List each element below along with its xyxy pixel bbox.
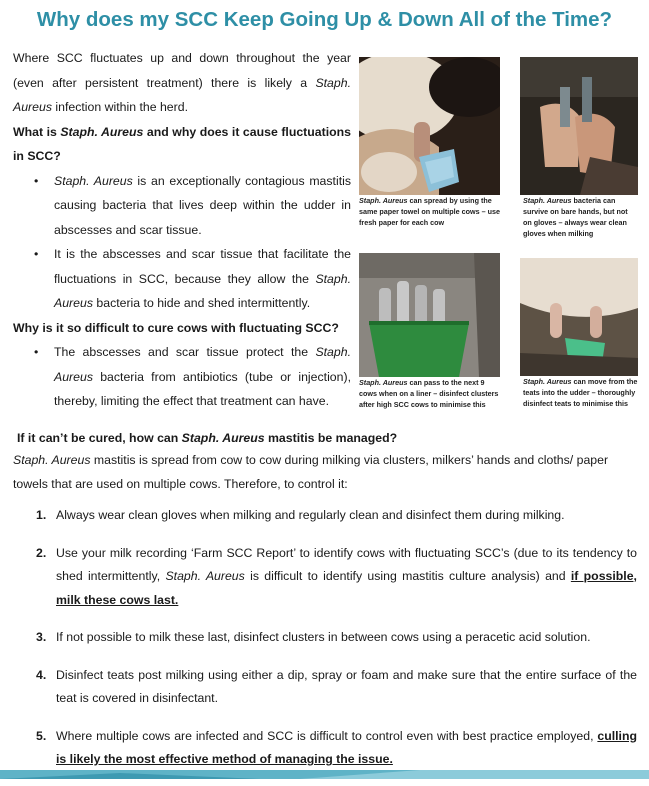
q3-text: If it can’t be cured, how can — [17, 431, 182, 445]
bullet-icon: • — [34, 247, 39, 261]
step-5 — [13, 725, 637, 772]
photo-paper-towel — [359, 57, 500, 195]
step-number: 2. — [36, 545, 47, 560]
step-number: 5. — [36, 728, 47, 743]
step-3-text: If not possible to milk these last, disinfect clusters in between cows using a peracetic acid solution. — [56, 630, 591, 644]
step-1 — [13, 504, 637, 528]
caption-1-emphasis: Staph. Aureus — [359, 196, 408, 205]
question-what-is — [13, 120, 351, 169]
q1-bullet-1-emphasis: Staph. Aureus — [54, 173, 133, 188]
question-why-difficult: Why is it so difficult to cure cows with fluctuating SCC? — [13, 320, 339, 335]
photo-clusters — [359, 253, 500, 377]
caption-teat-disinfect — [523, 376, 638, 424]
photo-bare-hands — [520, 57, 638, 195]
caption-clusters — [359, 377, 500, 425]
q1-bullet-2 — [13, 242, 351, 316]
q2-bullet-1 — [13, 340, 351, 414]
step-2-text-mid: is difficult to identify using mastitis culture analysis) and — [244, 569, 571, 583]
q1-bullet-1-text: is an exceptionally contagious mastitis causing bacteria that lives deep within the udder in abscesses and scar tissue. — [54, 173, 351, 237]
intro-paragraph — [13, 46, 351, 120]
photo-paper-towel-illustration — [359, 57, 500, 195]
q2-bullet-list — [13, 340, 351, 414]
page-title: Why does my SCC Keep Going Up & Down All of the Time? — [36, 8, 613, 31]
q3-emphasis: Staph. Aureus — [181, 431, 265, 445]
control-intro — [13, 449, 637, 496]
q2-bullet-1-emphasis: Staph. Aureus — [54, 345, 351, 384]
step-4 — [13, 664, 637, 711]
caption-paper-towel — [359, 195, 500, 243]
control-steps — [13, 504, 637, 772]
q2-bullet-1-text: The abscesses and scar tissue protect the — [54, 345, 316, 359]
step-3 — [13, 626, 637, 650]
q2-bullet-1-text-end: bacteria from antibiotics (tube or injection), thereby, limiting the effect that treatment can have. — [54, 369, 351, 408]
caption-1-text: can spread by using the same paper towel on multiple cows – use fresh paper for each cow — [359, 196, 500, 227]
step-2-underlined: if possible, milk these cows last. — [56, 569, 637, 607]
q1-text: What is — [13, 124, 61, 139]
step-2-text: Use your milk recording ‘Farm SCC Report’ to identify cows with fluctuating SCC’s (due to its tendency to shed intermittently, — [56, 545, 637, 583]
intro-text: Where SCC fluctuates up and down throughout the year (even after persistent treatment) there is likely a — [13, 51, 351, 90]
caption-2-text: bacteria can survive on bare hands, but not on gloves – always wear clean gloves when milking — [523, 196, 628, 238]
step-number: 4. — [36, 667, 47, 682]
step-number: 3. — [36, 630, 47, 644]
bullet-icon: • — [34, 173, 39, 188]
photo-teat-disinfect-illustration — [520, 258, 638, 376]
footer-stripe — [0, 770, 649, 779]
control-section — [13, 427, 637, 786]
step-number: 1. — [36, 508, 47, 522]
photo-bare-hands-illustration — [520, 57, 638, 195]
caption-4-text: can move from the teats into the udder – thoroughly disinfect teats to minimise this — [523, 377, 638, 408]
photo-clusters-illustration — [359, 253, 500, 377]
q1-text-end: and why does it cause fluctuations in SCC? — [13, 124, 351, 163]
left-column — [13, 46, 351, 414]
photo-teat-disinfect — [520, 258, 638, 376]
intro-emphasis: Staph. Aureus — [13, 75, 351, 114]
caption-3-text: can pass to the next 9 cows when on a liner – disinfect clusters after high SCC cows to minimise this — [359, 378, 499, 409]
caption-3-emphasis: Staph. Aureus — [359, 378, 408, 387]
step-2 — [13, 542, 637, 613]
caption-4-emphasis: Staph. Aureus — [523, 377, 572, 386]
step-4-text: Disinfect teats post milking using either a dip, spray or foam and make sure that the entire surface of the teat is covered in disinfectant. — [56, 667, 637, 705]
control-intro-text: mastitis is spread from cow to cow during milking via clusters, milkers’ hands and cloths/ paper towels that are used on multiple cows. Therefore, to control it: — [13, 453, 609, 491]
step-2-emphasis: Staph. Aureus — [165, 569, 245, 583]
caption-2-emphasis: Staph. Aureus — [523, 196, 572, 205]
q3-text-end: mastitis be managed? — [264, 431, 398, 445]
q1-bullet-2-text: It is the abscesses and scar tissue that facilitate the fluctuations in SCC, because they allow the — [54, 247, 351, 286]
intro-text-end: infection within the herd. — [51, 100, 188, 114]
q1-bullet-2-text-end: bacteria to hide and shed intermittently. — [92, 296, 311, 310]
control-intro-emphasis: Staph. Aureus — [13, 453, 91, 467]
bullet-icon: • — [34, 345, 39, 359]
q1-bullet-1 — [13, 169, 351, 243]
caption-bare-hands — [523, 195, 638, 243]
question-how-managed — [13, 427, 637, 449]
step-5-underlined: culling is likely the most effective method of managing the issue. — [56, 728, 637, 766]
step-5-text: Where multiple cows are infected and SCC is difficult to control even with best practice employed, — [56, 728, 598, 743]
q1-bullet-list — [13, 169, 351, 316]
step-1-text: Always wear clean gloves when milking and regularly clean and disinfect them during milking. — [56, 508, 565, 522]
q1-bullet-2-emphasis: Staph. Aureus — [54, 271, 351, 310]
q1-emphasis: Staph. Aureus — [60, 124, 144, 139]
